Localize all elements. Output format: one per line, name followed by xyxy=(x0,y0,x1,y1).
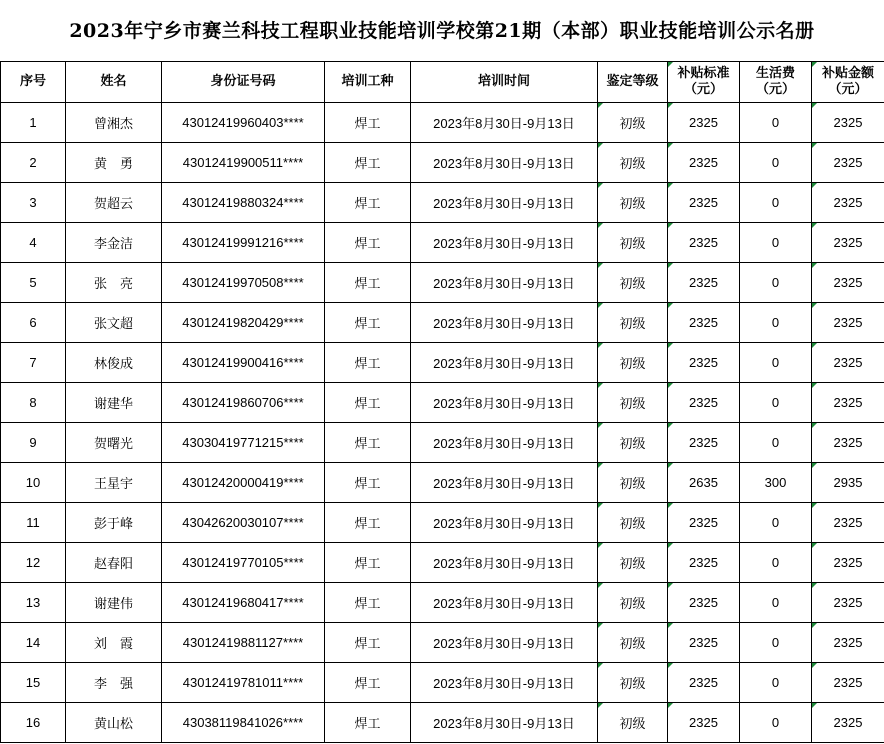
cell-name[interactable]: 曾湘杰 xyxy=(66,103,162,143)
roster-table xyxy=(0,62,884,743)
table-row xyxy=(1,263,884,303)
table-row xyxy=(1,423,884,463)
table-row xyxy=(1,103,884,143)
cell-level[interactable]: 初级 xyxy=(598,663,668,703)
cell-id[interactable]: 43042620030107**** xyxy=(162,503,325,543)
cell-level[interactable]: 初级 xyxy=(598,343,668,383)
cell-living[interactable]: 0 xyxy=(740,383,812,423)
cell-level[interactable]: 初级 xyxy=(598,703,668,743)
cell-standard[interactable]: 2325 xyxy=(668,383,740,423)
cell-period[interactable]: 2023年8月30日-9月13日 xyxy=(411,103,598,143)
cell-name[interactable]: 林俊成 xyxy=(66,343,162,383)
table-row xyxy=(1,543,884,583)
cell-name[interactable]: 彭于峰 xyxy=(66,503,162,543)
cell-id[interactable]: 43012419991216**** xyxy=(162,223,325,263)
cell-period[interactable]: 2023年8月30日-9月13日 xyxy=(411,223,598,263)
cell-no[interactable]: 14 xyxy=(1,623,66,663)
cell-standard[interactable]: 2325 xyxy=(668,263,740,303)
cell-no[interactable]: 11 xyxy=(1,503,66,543)
cell-period[interactable]: 2023年8月30日-9月13日 xyxy=(411,343,598,383)
cell-id[interactable]: 43012419970508**** xyxy=(162,263,325,303)
cell-amount[interactable]: 2325 xyxy=(812,703,884,743)
cell-no[interactable]: 13 xyxy=(1,583,66,623)
cell-period[interactable]: 2023年8月30日-9月13日 xyxy=(411,183,598,223)
cell-standard[interactable]: 2325 xyxy=(668,543,740,583)
cell-level[interactable]: 初级 xyxy=(598,463,668,503)
cell-name[interactable]: 刘 霞 xyxy=(66,623,162,663)
cell-standard[interactable]: 2635 xyxy=(668,463,740,503)
cell-period[interactable]: 2023年8月30日-9月13日 xyxy=(411,263,598,303)
cell-amount[interactable]: 2325 xyxy=(812,383,884,423)
table-row xyxy=(1,223,884,263)
cell-level[interactable]: 初级 xyxy=(598,303,668,343)
table-row xyxy=(1,703,884,743)
table-row xyxy=(1,143,884,183)
header-standard xyxy=(668,62,740,103)
cell-amount[interactable]: 2325 xyxy=(812,423,884,463)
header-row xyxy=(1,62,884,103)
cell-living[interactable]: 0 xyxy=(740,423,812,463)
cell-trade[interactable]: 焊工 xyxy=(325,623,411,663)
cell-name[interactable]: 谢建华 xyxy=(66,383,162,423)
cell-standard[interactable]: 2325 xyxy=(668,143,740,183)
cell-trade[interactable]: 焊工 xyxy=(325,343,411,383)
header-living-label: 生活费 xyxy=(755,66,795,81)
cell-id[interactable]: 43012419881127**** xyxy=(162,623,325,663)
cell-level[interactable]: 初级 xyxy=(598,623,668,663)
cell-living[interactable]: 0 xyxy=(740,663,812,703)
cell-amount[interactable]: 2325 xyxy=(812,343,884,383)
cell-standard[interactable]: 2325 xyxy=(668,423,740,463)
cell-amount[interactable]: 2325 xyxy=(812,543,884,583)
cell-standard[interactable]: 2325 xyxy=(668,583,740,623)
cell-amount[interactable]: 2325 xyxy=(812,303,884,343)
cell-name[interactable]: 黄 勇 xyxy=(66,143,162,183)
cell-period[interactable]: 2023年8月30日-9月13日 xyxy=(411,303,598,343)
cell-standard[interactable]: 2325 xyxy=(668,223,740,263)
cell-period[interactable]: 2023年8月30日-9月13日 xyxy=(411,543,598,583)
header-amount-unit: （元） xyxy=(828,82,868,97)
header-standard-unit: （元） xyxy=(683,82,723,97)
cell-name[interactable]: 张 亮 xyxy=(66,263,162,303)
cell-amount[interactable]: 2325 xyxy=(812,103,884,143)
cell-level[interactable]: 初级 xyxy=(598,183,668,223)
cell-id[interactable]: 43012419900511**** xyxy=(162,143,325,183)
header-living-unit: （元） xyxy=(755,82,795,97)
cell-living[interactable]: 0 xyxy=(740,223,812,263)
cell-no[interactable]: 8 xyxy=(1,383,66,423)
cell-level[interactable]: 初级 xyxy=(598,263,668,303)
cell-trade[interactable]: 焊工 xyxy=(325,543,411,583)
cell-period[interactable]: 2023年8月30日-9月13日 xyxy=(411,703,598,743)
cell-trade[interactable]: 焊工 xyxy=(325,423,411,463)
cell-trade[interactable]: 焊工 xyxy=(325,183,411,223)
cell-no[interactable]: 7 xyxy=(1,343,66,383)
cell-period[interactable]: 2023年8月30日-9月13日 xyxy=(411,383,598,423)
cell-amount[interactable]: 2325 xyxy=(812,143,884,183)
cell-name[interactable]: 贺曙光 xyxy=(66,423,162,463)
cell-name[interactable]: 王星宇 xyxy=(66,463,162,503)
cell-level[interactable]: 初级 xyxy=(598,103,668,143)
cell-no[interactable]: 2 xyxy=(1,143,66,183)
cell-name[interactable]: 黄山松 xyxy=(66,703,162,743)
cell-level[interactable]: 初级 xyxy=(598,143,668,183)
cell-period[interactable]: 2023年8月30日-9月13日 xyxy=(411,583,598,623)
page-title: 2023年宁乡市赛兰科技工程职业技能培训学校第21期（本部）职业技能培训公示名册 xyxy=(0,0,884,62)
cell-trade[interactable]: 焊工 xyxy=(325,503,411,543)
table-row xyxy=(1,303,884,343)
cell-id[interactable]: 43030419771215**** xyxy=(162,423,325,463)
cell-living[interactable]: 0 xyxy=(740,103,812,143)
cell-standard[interactable]: 2325 xyxy=(668,623,740,663)
table-row xyxy=(1,663,884,703)
cell-living[interactable]: 0 xyxy=(740,503,812,543)
cell-id[interactable]: 43012420000419**** xyxy=(162,463,325,503)
cell-level[interactable]: 初级 xyxy=(598,543,668,583)
cell-level[interactable]: 初级 xyxy=(598,423,668,463)
cell-id[interactable]: 43012419860706**** xyxy=(162,383,325,423)
cell-period[interactable]: 2023年8月30日-9月13日 xyxy=(411,463,598,503)
cell-no[interactable]: 3 xyxy=(1,183,66,223)
header-period: 培训时间 xyxy=(411,62,598,103)
cell-living[interactable]: 0 xyxy=(740,703,812,743)
header-level: 鉴定等级 xyxy=(598,62,668,103)
cell-standard[interactable]: 2325 xyxy=(668,343,740,383)
header-id: 身份证号码 xyxy=(162,62,325,103)
table-row xyxy=(1,623,884,663)
cell-living[interactable]: 0 xyxy=(740,303,812,343)
header-living xyxy=(740,62,812,103)
cell-living[interactable]: 0 xyxy=(740,263,812,303)
cell-no[interactable]: 4 xyxy=(1,223,66,263)
cell-level[interactable]: 初级 xyxy=(598,223,668,263)
cell-standard[interactable]: 2325 xyxy=(668,703,740,743)
cell-id[interactable]: 43012419880324**** xyxy=(162,183,325,223)
cell-name[interactable]: 李 强 xyxy=(66,663,162,703)
cell-trade[interactable]: 焊工 xyxy=(325,663,411,703)
cell-id[interactable]: 43012419820429**** xyxy=(162,303,325,343)
table-row xyxy=(1,183,884,223)
cell-living[interactable]: 0 xyxy=(740,183,812,223)
cell-trade[interactable]: 焊工 xyxy=(325,703,411,743)
cell-trade[interactable]: 焊工 xyxy=(325,463,411,503)
cell-period[interactable]: 2023年8月30日-9月13日 xyxy=(411,623,598,663)
cell-trade[interactable]: 焊工 xyxy=(325,583,411,623)
cell-period[interactable]: 2023年8月30日-9月13日 xyxy=(411,143,598,183)
cell-id[interactable]: 43012419900416**** xyxy=(162,343,325,383)
cell-no[interactable]: 12 xyxy=(1,543,66,583)
cell-living[interactable]: 0 xyxy=(740,583,812,623)
cell-period[interactable]: 2023年8月30日-9月13日 xyxy=(411,663,598,703)
table-row xyxy=(1,503,884,543)
cell-id[interactable]: 43012419960403**** xyxy=(162,103,325,143)
cell-name[interactable]: 谢建伟 xyxy=(66,583,162,623)
cell-id[interactable]: 43038119841026**** xyxy=(162,703,325,743)
cell-no[interactable]: 10 xyxy=(1,463,66,503)
cell-standard[interactable]: 2325 xyxy=(668,183,740,223)
cell-no[interactable]: 5 xyxy=(1,263,66,303)
cell-living[interactable]: 0 xyxy=(740,543,812,583)
cell-standard[interactable]: 2325 xyxy=(668,663,740,703)
cell-amount[interactable]: 2325 xyxy=(812,503,884,543)
cell-no[interactable]: 15 xyxy=(1,663,66,703)
cell-name[interactable]: 李金洁 xyxy=(66,223,162,263)
cell-amount[interactable]: 2325 xyxy=(812,623,884,663)
cell-no[interactable]: 6 xyxy=(1,303,66,343)
cell-level[interactable]: 初级 xyxy=(598,583,668,623)
cell-living[interactable]: 0 xyxy=(740,143,812,183)
cell-amount[interactable]: 2325 xyxy=(812,223,884,263)
table-row xyxy=(1,383,884,423)
cell-trade[interactable]: 焊工 xyxy=(325,143,411,183)
cell-period[interactable]: 2023年8月30日-9月13日 xyxy=(411,423,598,463)
cell-no[interactable]: 9 xyxy=(1,423,66,463)
cell-standard[interactable]: 2325 xyxy=(668,303,740,343)
cell-trade[interactable]: 焊工 xyxy=(325,383,411,423)
cell-amount[interactable]: 2325 xyxy=(812,663,884,703)
cell-trade[interactable]: 焊工 xyxy=(325,263,411,303)
header-amount-label: 补贴金额 xyxy=(821,66,874,81)
cell-id[interactable]: 43012419770105**** xyxy=(162,543,325,583)
cell-standard[interactable]: 2325 xyxy=(668,103,740,143)
cell-id[interactable]: 43012419781011**** xyxy=(162,663,325,703)
header-name: 姓名 xyxy=(66,62,162,103)
cell-no[interactable]: 1 xyxy=(1,103,66,143)
cell-amount[interactable]: 2325 xyxy=(812,183,884,223)
header-trade: 培训工种 xyxy=(325,62,411,103)
cell-trade[interactable]: 焊工 xyxy=(325,303,411,343)
cell-period[interactable]: 2023年8月30日-9月13日 xyxy=(411,503,598,543)
cell-trade[interactable]: 焊工 xyxy=(325,103,411,143)
cell-living[interactable]: 0 xyxy=(740,343,812,383)
cell-amount[interactable]: 2325 xyxy=(812,583,884,623)
table-row xyxy=(1,343,884,383)
cell-living[interactable]: 300 xyxy=(740,463,812,503)
cell-no[interactable]: 16 xyxy=(1,703,66,743)
cell-living[interactable]: 0 xyxy=(740,623,812,663)
cell-level[interactable]: 初级 xyxy=(598,383,668,423)
cell-amount[interactable]: 2935 xyxy=(812,463,884,503)
cell-name[interactable]: 张文超 xyxy=(66,303,162,343)
cell-standard[interactable]: 2325 xyxy=(668,503,740,543)
cell-name[interactable]: 贺超云 xyxy=(66,183,162,223)
cell-id[interactable]: 43012419680417**** xyxy=(162,583,325,623)
header-standard-label: 补贴标准 xyxy=(677,66,730,81)
cell-amount[interactable]: 2325 xyxy=(812,263,884,303)
cell-name[interactable]: 赵春阳 xyxy=(66,543,162,583)
cell-level[interactable]: 初级 xyxy=(598,503,668,543)
table-row xyxy=(1,583,884,623)
header-no: 序号 xyxy=(1,62,66,103)
cell-trade[interactable]: 焊工 xyxy=(325,223,411,263)
header-amount xyxy=(812,62,884,103)
table-row xyxy=(1,463,884,503)
